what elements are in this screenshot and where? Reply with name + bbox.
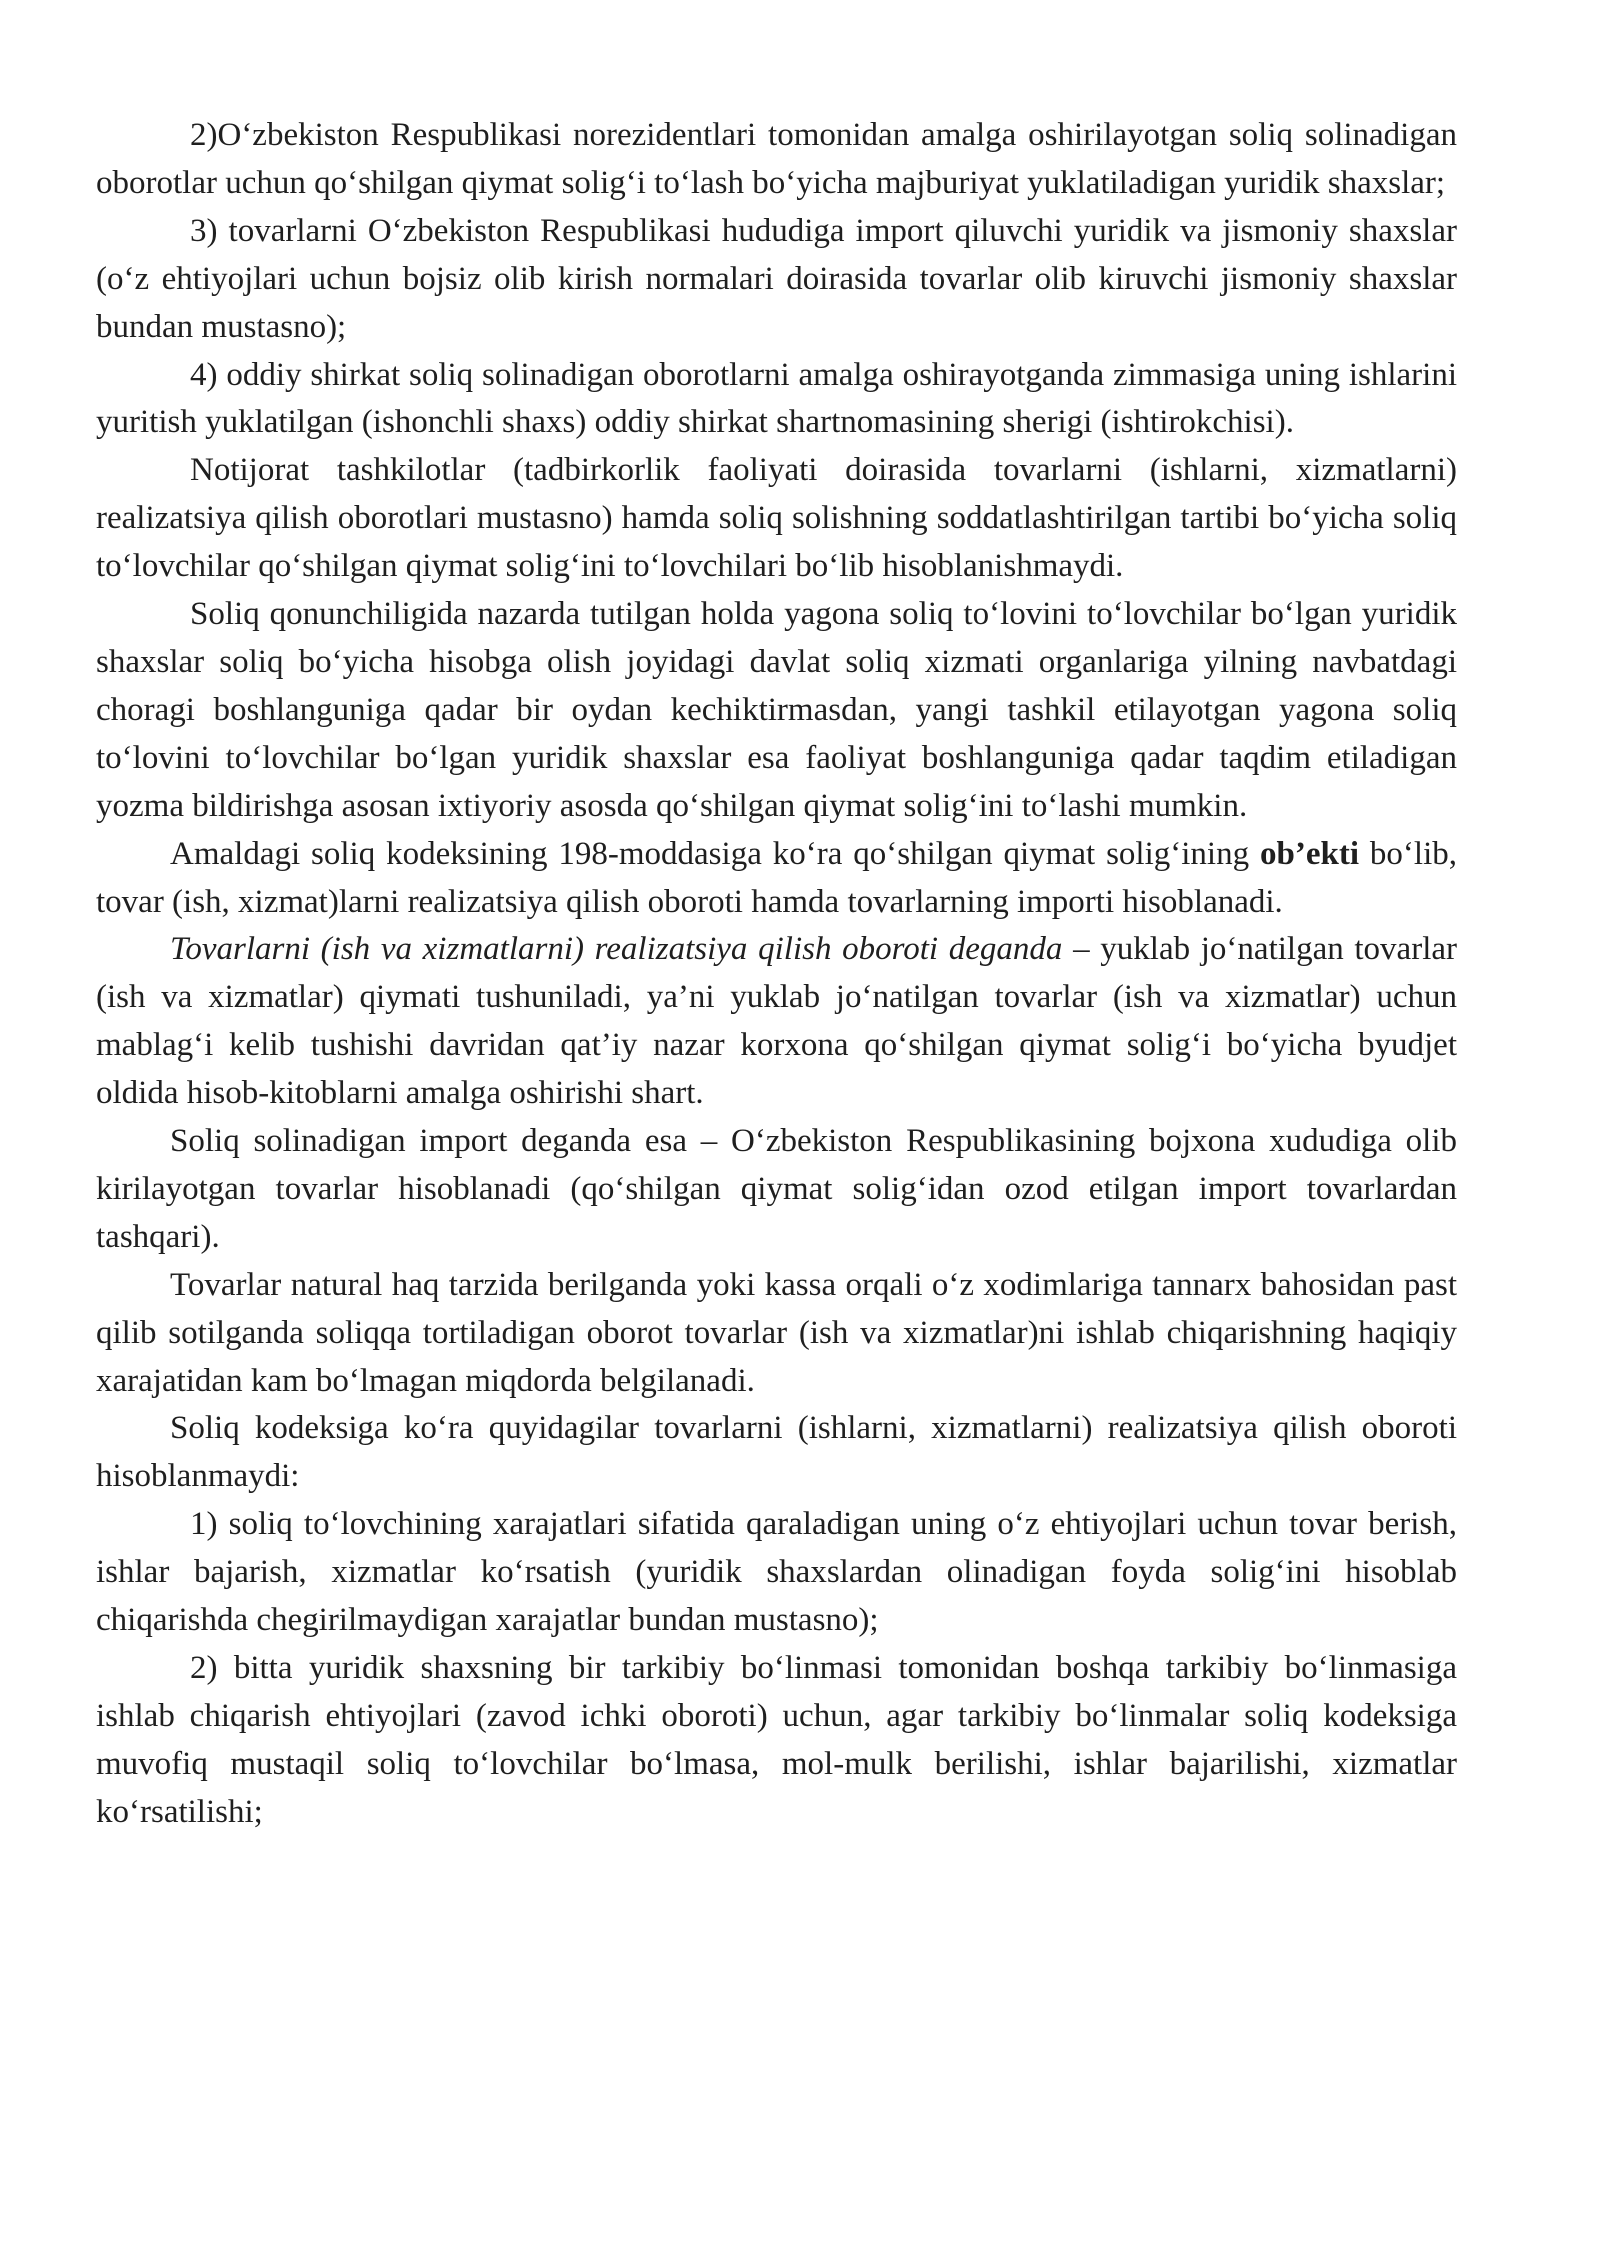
paragraph-text: Notijorat tashkilotlar (tadbirkorlik faoliyati doirasida tovarlarni (ishlarni, xizmatlarni) realizatsiya qilish oborotlari mustasno) hamda soliq solishning soddatlashtirilgan tartibi bo‘yicha soliq to‘lovchilar qo‘shilgan qiymat solig‘ini to‘lovchilari bo‘lib hisoblanishmaydi.: [96, 452, 1457, 585]
paragraph: [96, 1262, 1457, 1406]
document-body: [96, 112, 1457, 1837]
paragraph-text: Amaldagi soliq kodeksining 198-moddasiga ko‘ra qo‘shilgan qiymat solig‘ining: [170, 835, 1261, 872]
paragraph-text: Soliq kodeksiga ko‘ra quyidagilar tovarlarni (ishlarni, xizmatlarni) realizatsiya qilish oboroti hisoblanmaydi:: [96, 1410, 1457, 1495]
paragraph-text: – yuklab jo‘natilgan tovarlar (ish va xizmatlar) qiymati tushuniladi, ya’ni yuklab jo‘natilgan tovarlar (ish va xizmatlar) uchun mablag‘i kelib tushishi davridan qat’iy nazar korxona qo‘shilgan qiymat solig‘i bo‘yicha byudjet oldida hisob-kitoblarni amalga oshirishi shart.: [96, 931, 1458, 1112]
paragraph: [96, 352, 1457, 448]
paragraph-text: 1) soliq to‘lovchining xarajatlari sifatida qaraladigan uning o‘z ehtiyojlari uchun tovar berish, ishlar bajarish, xizmatlar ko‘rsatish (yuridik shaxslardan olinadigan foyda solig‘ini hisoblab chiqarishda chegirilmaydigan xarajatlar bundan mustasno);: [96, 1506, 1457, 1639]
paragraph: [96, 1501, 1457, 1645]
paragraph: [96, 1118, 1457, 1262]
paragraph: [96, 926, 1457, 1118]
paragraph-text: 2)O‘zbekiston Respublikasi norezidentlari tomonidan amalga oshirilayotgan soliq solinadigan oborotlar uchun qo‘shilgan qiymat solig‘i to‘lash bo‘yicha majburiyat yuklatiladigan yuridik shaxslar;: [96, 117, 1457, 201]
paragraph-text: Soliq solinadigan import deganda esa – O‘zbekiston Respublikasining bojxona xududiga olib kirilayotgan tovarlar hisoblanadi (qo‘shilgan qiymat solig‘idan ozod etilgan import tovarlardan tashqari).: [96, 1123, 1457, 1255]
paragraph-text: 4) oddiy shirkat soliq solinadigan oborotlarni amalga oshirayotganda zimmasiga uning ishlarini yuritish yuklatilgan (ishonchli shaxs) oddiy shirkat shartnomasining sherigi (ishtirokchisi).: [96, 356, 1457, 441]
paragraph: [96, 447, 1457, 591]
paragraph: [96, 112, 1457, 208]
paragraph: [96, 831, 1457, 927]
paragraph: [96, 208, 1457, 352]
paragraph-text: Soliq qonunchiligida nazarda tutilgan holda yagona soliq to‘lovini to‘lovchilar bo‘lgan yuridik shaxslar soliq bo‘yicha hisobga olish joyidagi davlat soliq xizmati organlariga yilning navbatdagi choragi boshlanguniga qadar bir oydan kechiktirmasdan, yangi tashkil etilayotgan yagona soliq to‘lovini to‘lovchilar bo‘lgan yuridik shaxslar esa faoliyat boshlanguniga qadar taqdim etiladigan yozma bildirishga asosan ixtiyoriy asosda qo‘shilgan qiymat solig‘ini to‘lashi mumkin.: [96, 596, 1457, 824]
paragraph: [96, 1645, 1457, 1837]
paragraph-text: 3) tovarlarni O‘zbekiston Respublikasi hududiga import qiluvchi yuridik va jismoniy shaxslar (o‘z ehtiyojlari uchun bojsiz olib kirish normalari doirasida tovarlar olib kiruvchi jismoniy shaxslar bundan mustasno);: [96, 212, 1457, 345]
paragraph: [96, 591, 1457, 831]
paragraph-text: Tovarlar natural haq tarzida berilganda yoki kassa orqali o‘z xodimlariga tannarx bahosidan past qilib sotilganda soliqqa tortiladigan oborot tovarlar (ish va xizmatlar)ni ishlab chiqarishning haqiqiy xarajatidan kam bo‘lmagan miqdorda belgilanadi.: [96, 1266, 1457, 1399]
paragraph-text: 2) bitta yuridik shaxsning bir tarkibiy bo‘linmasi tomonidan boshqa tarkibiy bo‘linmasiga ishlab chiqarish ehtiyojlari (zavod ichki oboroti) uchun, agar tarkibiy bo‘linmalar soliq kodeksiga muvofiq mustaqil soliq to‘lovchilar bo‘lmasa, mol-mulk berilishi, ishlar bajarilishi, xizmatlar ko‘rsatilishi;: [96, 1650, 1457, 1830]
italic-term: Tovarlarni (ish va xizmatlarni) realizatsiya qilish oboroti deganda: [170, 931, 1063, 968]
paragraph-text: bo‘lib, tovar (ish, xizmat)larni realizatsiya qilish oboroti hamda tovarlarning importi hisoblanadi.: [96, 835, 1458, 920]
paragraph: [96, 1405, 1457, 1501]
bold-term: ob’ekti: [1260, 835, 1360, 872]
